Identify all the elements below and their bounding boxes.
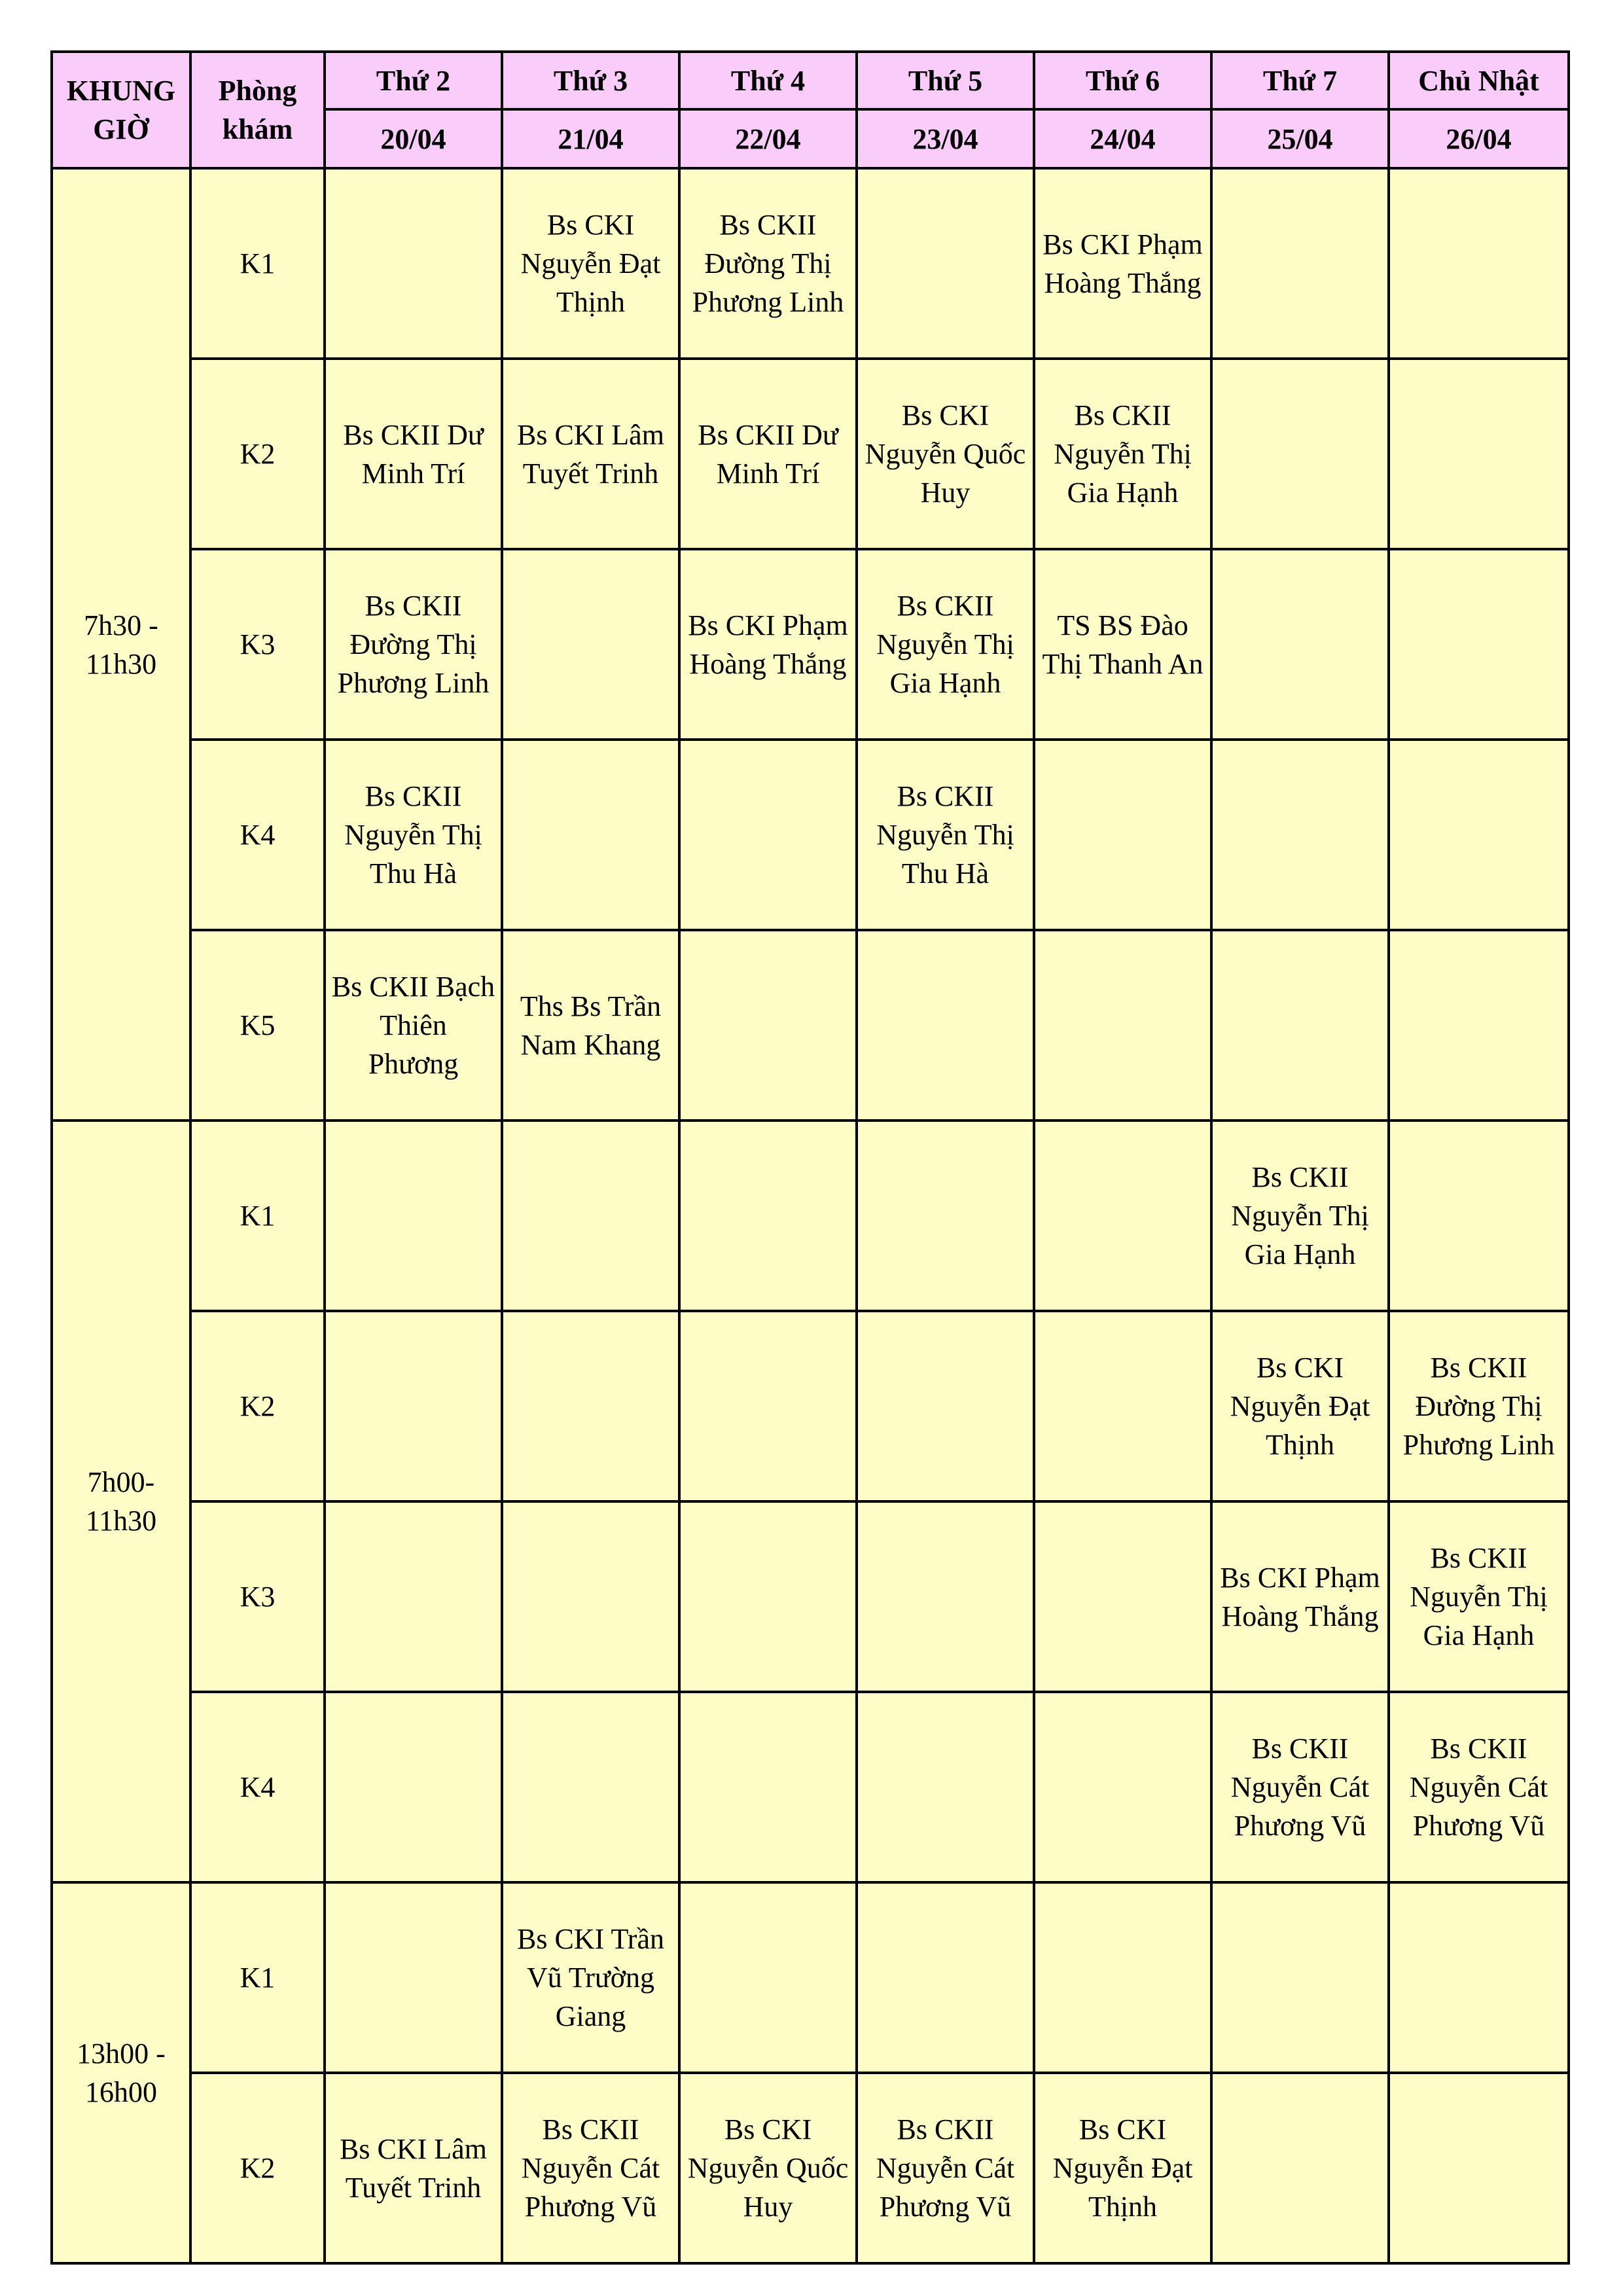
doctor-cell: Bs CKII Dư Minh Trí [679, 359, 857, 549]
doctor-cell [502, 1121, 679, 1311]
room-cell: K2 [190, 1311, 325, 1501]
room-cell: K1 [190, 1882, 325, 2073]
schedule-row [52, 930, 1569, 1121]
header-day-name: Thứ 6 [1034, 52, 1211, 109]
header-date: 26/04 [1389, 109, 1569, 168]
doctor-cell [1211, 740, 1389, 930]
doctor-cell [325, 1311, 502, 1501]
doctor-cell: Bs CKI Nguyễn Đạt Thịnh [1211, 1311, 1389, 1501]
header-date: 20/04 [325, 109, 502, 168]
doctor-cell: Bs CKII Đường Thị Phương Linh [1389, 1311, 1569, 1501]
doctor-cell [325, 1692, 502, 1882]
doctor-cell [1211, 930, 1389, 1121]
doctor-cell [1389, 930, 1569, 1121]
doctor-cell [502, 740, 679, 930]
doctor-cell: Bs CKII Nguyễn Cát Phương Vũ [1389, 1692, 1569, 1882]
header-day-name: Thứ 2 [325, 52, 502, 109]
doctor-cell [325, 1882, 502, 2073]
doctor-cell: Bs CKII Nguyễn Cát Phương Vũ [502, 2073, 679, 2263]
room-cell: K2 [190, 2073, 325, 2263]
doctor-cell: Bs CKI Phạm Hoàng Thắng [1034, 168, 1211, 359]
time-slot-cell: 13h00 - 16h00 [52, 1882, 190, 2263]
doctor-cell [679, 930, 857, 1121]
doctor-cell [1034, 1692, 1211, 1882]
doctor-cell: Bs CKII Nguyễn Thị Thu Hà [857, 740, 1034, 930]
doctor-cell [1034, 930, 1211, 1121]
schedule-row [52, 1501, 1569, 1692]
doctor-cell [1211, 549, 1389, 740]
doctor-cell: Bs CKI Trần Vũ Trường Giang [502, 1882, 679, 2073]
doctor-cell [857, 930, 1034, 1121]
doctor-cell: Bs CKII Đường Thị Phương Linh [325, 549, 502, 740]
doctor-cell [1389, 1121, 1569, 1311]
doctor-cell [857, 1692, 1034, 1882]
doctor-cell [857, 1882, 1034, 2073]
doctor-cell: TS BS Đào Thị Thanh An [1034, 549, 1211, 740]
doctor-cell [1389, 2073, 1569, 2263]
doctor-cell: Bs CKI Nguyễn Đạt Thịnh [502, 168, 679, 359]
doctor-cell: Bs CKI Phạm Hoàng Thắng [1211, 1501, 1389, 1692]
doctor-cell: Bs CKII Đường Thị Phương Linh [679, 168, 857, 359]
doctor-cell [1211, 168, 1389, 359]
schedule-row [52, 168, 1569, 359]
schedule-row [52, 2073, 1569, 2263]
doctor-cell: Bs CKII Nguyễn Thị Gia Hạnh [1211, 1121, 1389, 1311]
room-cell: K1 [190, 1121, 325, 1311]
doctor-cell [679, 740, 857, 930]
doctor-cell: Ths Bs Trần Nam Khang [502, 930, 679, 1121]
doctor-cell [857, 168, 1034, 359]
schedule-row [52, 1882, 1569, 2073]
header-day-name: Thứ 4 [679, 52, 857, 109]
header-date: 25/04 [1211, 109, 1389, 168]
doctor-cell [325, 1121, 502, 1311]
doctor-cell [1211, 1882, 1389, 2073]
doctor-cell: Bs CKII Nguyễn Thị Gia Hạnh [1389, 1501, 1569, 1692]
header-day-name: Thứ 7 [1211, 52, 1389, 109]
doctor-cell: Bs CKI Lâm Tuyết Trinh [325, 2073, 502, 2263]
header-date: 22/04 [679, 109, 857, 168]
schedule-row [52, 1121, 1569, 1311]
doctor-cell [502, 1501, 679, 1692]
doctor-cell [1389, 740, 1569, 930]
header-day-name: Thứ 5 [857, 52, 1034, 109]
doctor-cell: Bs CKI Nguyễn Đạt Thịnh [1034, 2073, 1211, 2263]
doctor-cell [679, 1882, 857, 2073]
schedule-row [52, 359, 1569, 549]
schedule-row [52, 1311, 1569, 1501]
doctor-cell [1034, 740, 1211, 930]
header-room: Phòng khám [190, 52, 325, 168]
room-cell: K4 [190, 1692, 325, 1882]
doctor-cell [1389, 1882, 1569, 2073]
doctor-cell: Bs CKI Lâm Tuyết Trinh [502, 359, 679, 549]
doctor-cell: Bs CKII Nguyễn Thị Gia Hạnh [857, 549, 1034, 740]
doctor-cell [502, 1692, 679, 1882]
doctor-cell [1389, 168, 1569, 359]
time-slot-cell: 7h30 - 11h30 [52, 168, 190, 1121]
doctor-cell [1034, 1882, 1211, 2073]
doctor-cell [1034, 1311, 1211, 1501]
room-cell: K1 [190, 168, 325, 359]
header-date: 21/04 [502, 109, 679, 168]
doctor-cell [1389, 549, 1569, 740]
time-slot-cell: 7h00- 11h30 [52, 1121, 190, 1882]
schedule-row [52, 549, 1569, 740]
doctor-cell [1034, 1501, 1211, 1692]
header-day-name: Chủ Nhật [1389, 52, 1569, 109]
doctor-cell [502, 549, 679, 740]
doctor-cell [325, 168, 502, 359]
schedule-body [52, 168, 1569, 2263]
schedule-row [52, 1692, 1569, 1882]
doctor-cell: Bs CKI Nguyễn Quốc Huy [679, 2073, 857, 2263]
doctor-cell [679, 1501, 857, 1692]
doctor-cell [325, 1501, 502, 1692]
doctor-cell [857, 1311, 1034, 1501]
doctor-cell: Bs CKII Bạch Thiên Phương [325, 930, 502, 1121]
doctor-cell: Bs CKII Nguyễn Thị Gia Hạnh [1034, 359, 1211, 549]
doctor-cell [1034, 1121, 1211, 1311]
header-day-name: Thứ 3 [502, 52, 679, 109]
doctor-cell [679, 1692, 857, 1882]
schedule-row [52, 740, 1569, 930]
doctor-cell [1211, 2073, 1389, 2263]
doctor-cell: Bs CKII Dư Minh Trí [325, 359, 502, 549]
doctor-cell [857, 1121, 1034, 1311]
room-cell: K4 [190, 740, 325, 930]
doctor-cell: Bs CKII Nguyễn Cát Phương Vũ [1211, 1692, 1389, 1882]
room-cell: K2 [190, 359, 325, 549]
doctor-cell: Bs CKII Nguyễn Cát Phương Vũ [857, 2073, 1034, 2263]
header-date: 24/04 [1034, 109, 1211, 168]
doctor-cell [1389, 359, 1569, 549]
doctor-cell [679, 1311, 857, 1501]
doctor-cell [502, 1311, 679, 1501]
room-cell: K5 [190, 930, 325, 1121]
doctor-cell: Bs CKII Nguyễn Thị Thu Hà [325, 740, 502, 930]
room-cell: K3 [190, 1501, 325, 1692]
doctor-cell [679, 1121, 857, 1311]
doctor-cell: Bs CKI Phạm Hoàng Thắng [679, 549, 857, 740]
doctor-cell [857, 1501, 1034, 1692]
header-slot: KHUNG GIỜ [52, 52, 190, 168]
doctor-cell: Bs CKI Nguyễn Quốc Huy [857, 359, 1034, 549]
doctor-cell [1211, 359, 1389, 549]
room-cell: K3 [190, 549, 325, 740]
schedule-table [50, 50, 1570, 2265]
header-date: 23/04 [857, 109, 1034, 168]
